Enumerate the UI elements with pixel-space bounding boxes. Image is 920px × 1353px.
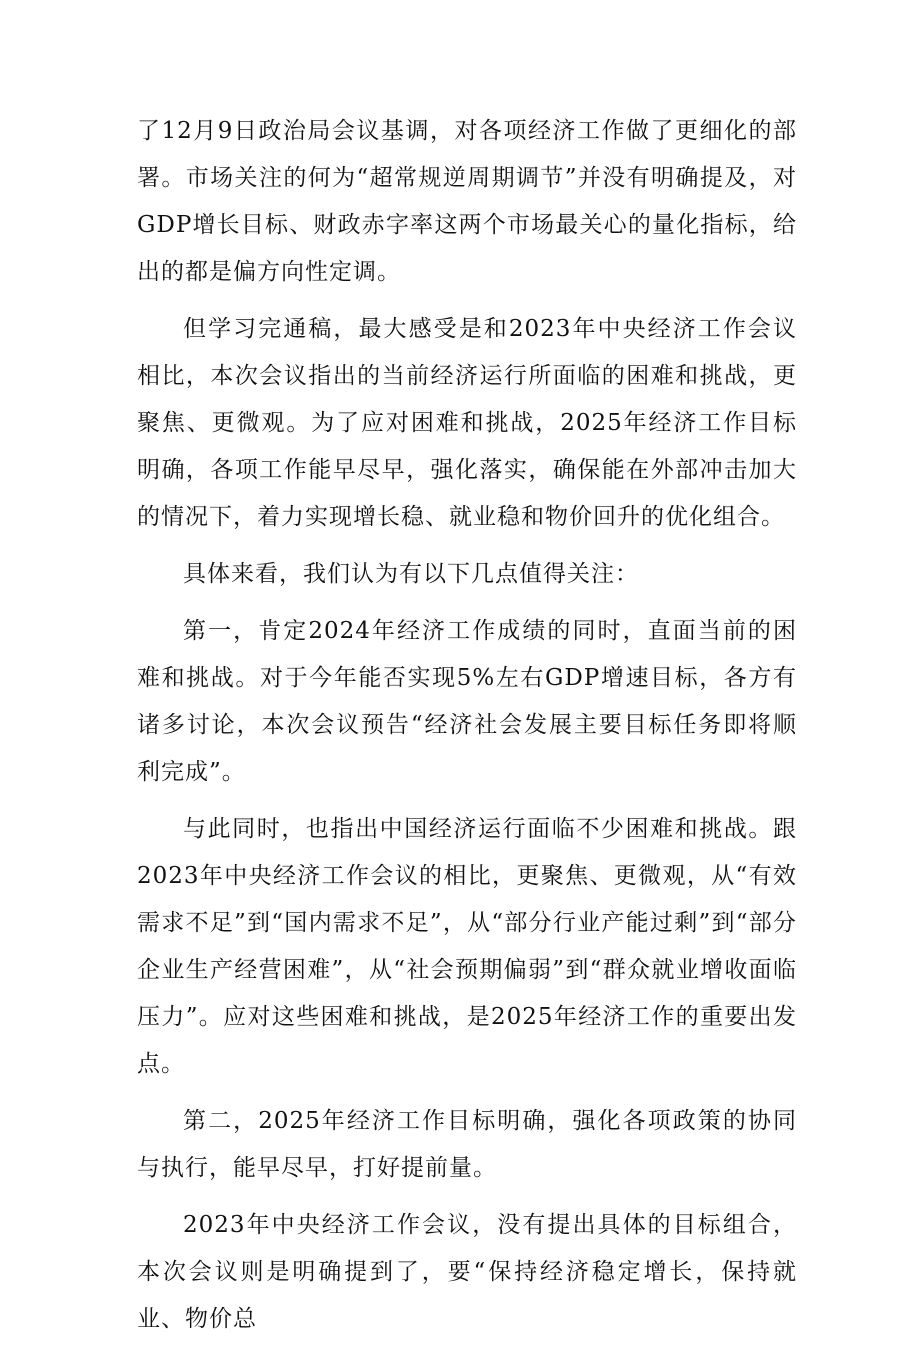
paragraph-5: 与此同时，也指出中国经济运行面临不少困难和挑战。跟2023年中央经济工作会议的相比，更聚焦、更微观，从“有效需求不足”到“国内需求不足”，从“部分行业产能过剩”到“部分企业生产经营困难”，从“社会预期偏弱”到“群众就业增收面临压力”。应对这些困难和挑战，是2025年经济工作的重要出发点。 bbox=[137, 816, 797, 1077]
paragraph-6: 第二，2025年经济工作目标明确，强化各项政策的协同与执行，能早尽早，打好提前量。 bbox=[137, 1108, 797, 1181]
document-body bbox=[137, 108, 797, 1353]
paragraph-7: 2023年中央经济工作会议，没有提出具体的目标组合，本次会议则是明确提到了，要“保持经济稳定增长，保持就业、物价总 bbox=[137, 1212, 797, 1332]
paragraph-4: 第一，肯定2024年经济工作成绩的同时，直面当前的困难和挑战。对于今年能否实现5%左右GDP增速目标，各方有诸多讨论，本次会议预告“经济社会发展主要目标任务即将顺利完成”。 bbox=[137, 618, 797, 785]
paragraph-3: 具体来看，我们认为有以下几点值得关注： bbox=[183, 561, 639, 587]
paragraph-2: 但学习完通稿，最大感受是和2023年中央经济工作会议相比，本次会议指出的当前经济运行所面临的困难和挑战，更聚焦、更微观。为了应对困难和挑战，2025年经济工作目标明确，各项工作能早尽早，强化落实，确保能在外部冲击加大的情况下，着力实现增长稳、就业稳和物价回升的优化组合。 bbox=[137, 316, 797, 530]
paragraph-1: 了12月9日政治局会议基调，对各项经济工作做了更细化的部署。市场关注的何为“超常规逆周期调节”并没有明确提及，对GDP增长目标、财政赤字率这两个市场最关心的量化指标，给出的都是偏方向性定调。 bbox=[137, 118, 797, 285]
